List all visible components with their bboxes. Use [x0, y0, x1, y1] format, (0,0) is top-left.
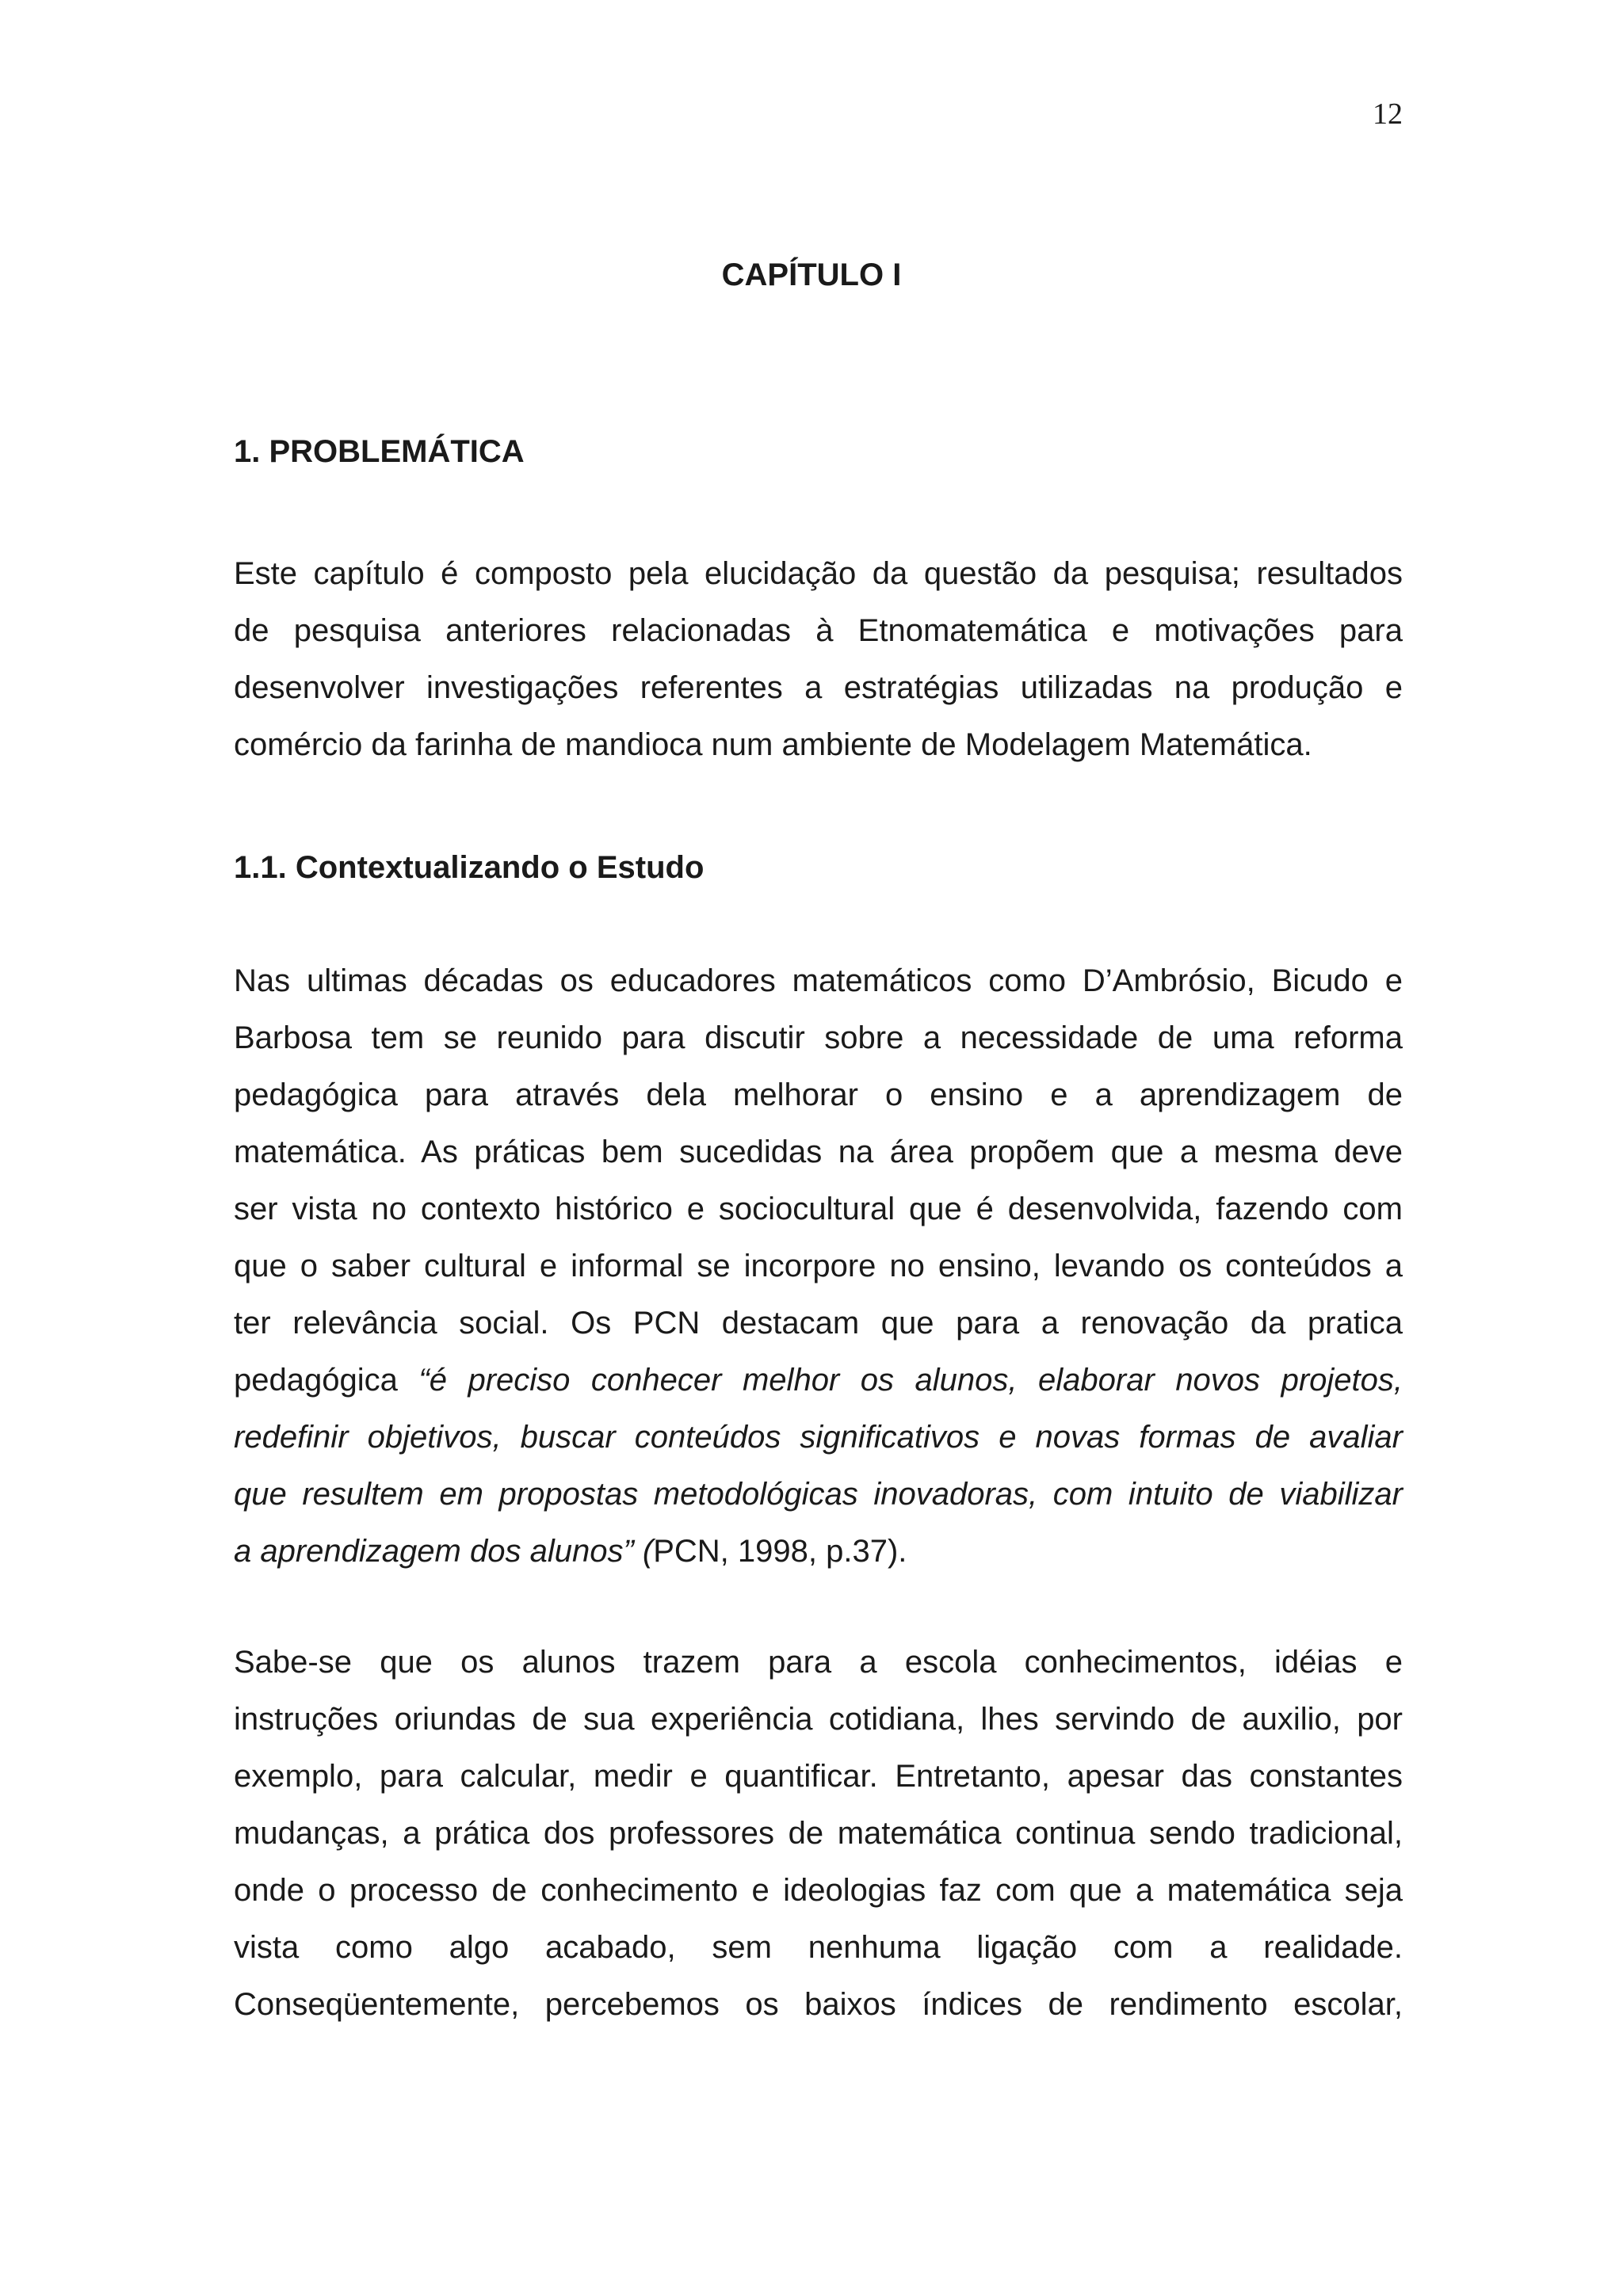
paragraph-intro [234, 545, 1403, 773]
paragraph-line: pedagógica para através dela melhorar o ensino e a aprendizagem de [234, 1077, 1403, 1112]
paragraph-line: de pesquisa anteriores relacionadas à Etnomatemática e motivações para [234, 613, 1403, 648]
plain-text: pedagógica [234, 1363, 419, 1398]
quotation-text: a aprendizagem dos alunos” ( [234, 1534, 654, 1569]
paragraph-line: instruções oriundas de sua experiência cotidiana, lhes servindo de auxilio, por [234, 1702, 1403, 1737]
chapter-title: CAPÍTULO I [721, 257, 902, 292]
paragraph-line: exemplo, para calcular, medir e quantificar. Entretanto, apesar das constantes [234, 1759, 1403, 1794]
quotation-line: redefinir objetivos, buscar conteúdos significativos e novas formas de avaliar [234, 1420, 1403, 1455]
quotation-line: que resultem em propostas metodológicas inovadoras, com intuito de viabilizar [234, 1477, 1403, 1512]
paragraph-line: Conseqüentemente, percebemos os baixos índices de rendimento escolar, [234, 1987, 1403, 2022]
paragraph-line: ter relevância social. Os PCN destacam que para a renovação da pratica [234, 1306, 1403, 1341]
paragraph-line: desenvolver investigações referentes a estratégias utilizadas na produção e [234, 670, 1403, 705]
paragraph-line: mudanças, a prática dos professores de matemática continua sendo tradicional, [234, 1816, 1403, 1851]
paragraph-line: onde o processo de conhecimento e ideologias faz com que a matemática seja [234, 1873, 1403, 1908]
paragraph-line-mixed [234, 1352, 1403, 1409]
page-number: 12 [1373, 97, 1403, 131]
section-heading-problematica: 1. PROBLEMÁTICA [234, 434, 525, 469]
paragraph-line: ser vista no contexto histórico e sociocultural que é desenvolvida, fazendo com [234, 1192, 1403, 1226]
paragraph-line: Nas ultimas décadas os educadores matemáticos como D’Ambrósio, Bicudo e [234, 963, 1403, 998]
section-heading-contextualizando: 1.1. Contextualizando o Estudo [234, 850, 705, 885]
citation-text: PCN, 1998, p.37). [653, 1534, 907, 1569]
paragraph-line: Barbosa tem se reunido para discutir sobre a necessidade de uma reforma [234, 1020, 1403, 1055]
paragraph-line-citation [234, 1523, 1403, 1580]
quotation-text: “é preciso conhecer melhor os alunos, elaborar novos projetos, [418, 1363, 1403, 1398]
paragraph-context [234, 952, 1403, 1580]
paragraph-line: Sabe-se que os alunos trazem para a escola conhecimentos, idéias e [234, 1645, 1403, 1680]
paragraph-students [234, 1634, 1403, 2033]
paragraph-line: vista como algo acabado, sem nenhuma ligação com a realidade. [234, 1930, 1403, 1965]
paragraph-line: comércio da farinha de mandioca num ambiente de Modelagem Matemática. [234, 727, 1312, 762]
paragraph-line: Este capítulo é composto pela elucidação da questão da pesquisa; resultados [234, 556, 1403, 591]
paragraph-line: que o saber cultural e informal se incorpore no ensino, levando os conteúdos a [234, 1249, 1403, 1283]
paragraph-line: matemática. As práticas bem sucedidas na área propõem que a mesma deve [234, 1135, 1403, 1169]
